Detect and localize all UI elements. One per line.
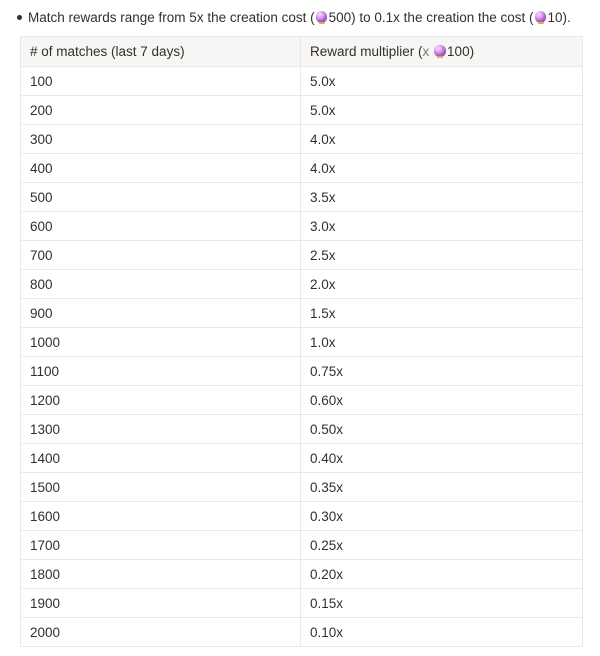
matches-cell[interactable]: 1500 <box>21 473 301 502</box>
crystal-ball-icon <box>316 11 328 24</box>
multiplier-cell[interactable]: 0.60x <box>301 386 583 415</box>
matches-cell[interactable]: 300 <box>21 125 301 154</box>
matches-cell[interactable]: 1200 <box>21 386 301 415</box>
matches-cell[interactable]: 1800 <box>21 560 301 589</box>
matches-cell[interactable]: 1700 <box>21 531 301 560</box>
multiplier-cell[interactable]: 2.5x <box>301 241 583 270</box>
table-row <box>21 560 583 589</box>
matches-cell[interactable]: 200 <box>21 96 301 125</box>
matches-cell[interactable]: 700 <box>21 241 301 270</box>
table-row <box>21 67 583 96</box>
table-row <box>21 96 583 125</box>
bullet-cost-2: 10 <box>547 10 563 25</box>
table-row <box>21 212 583 241</box>
matches-cell[interactable]: 400 <box>21 154 301 183</box>
table-row <box>21 473 583 502</box>
bullet-cost-1: 500 <box>328 10 352 25</box>
multiplier-cell[interactable]: 0.35x <box>301 473 583 502</box>
col-header-matches-label: # of matches (last 7 days) <box>30 44 185 59</box>
table-row <box>21 270 583 299</box>
table-row <box>21 618 583 647</box>
multiplier-cell[interactable]: 0.40x <box>301 444 583 473</box>
table-row <box>21 241 583 270</box>
multiplier-cell[interactable]: 0.10x <box>301 618 583 647</box>
table-row <box>21 125 583 154</box>
matches-cell[interactable]: 100 <box>21 67 301 96</box>
matches-cell[interactable]: 1300 <box>21 415 301 444</box>
table-row <box>21 589 583 618</box>
table-row <box>21 386 583 415</box>
multiplier-cell[interactable]: 3.0x <box>301 212 583 241</box>
matches-cell[interactable]: 1600 <box>21 502 301 531</box>
bullet-marker <box>10 7 28 20</box>
multiplier-cell[interactable]: 1.5x <box>301 299 583 328</box>
rewards-table <box>20 36 583 647</box>
multiplier-cell[interactable]: 0.75x <box>301 357 583 386</box>
table-row <box>21 444 583 473</box>
table-row <box>21 154 583 183</box>
multiplier-cell[interactable]: 0.15x <box>301 589 583 618</box>
matches-cell[interactable]: 2000 <box>21 618 301 647</box>
table-row <box>21 328 583 357</box>
multiplier-cell[interactable]: 0.30x <box>301 502 583 531</box>
matches-cell[interactable]: 1000 <box>21 328 301 357</box>
bullet-dot <box>17 15 22 20</box>
multiplier-cell[interactable]: 2.0x <box>301 270 583 299</box>
multiplier-cell[interactable]: 0.25x <box>301 531 583 560</box>
bullet-text-seg2: ) to 0.1x the creation the cost ( <box>351 10 534 25</box>
matches-cell[interactable]: 800 <box>21 270 301 299</box>
matches-cell[interactable]: 600 <box>21 212 301 241</box>
multiplier-cell[interactable]: 4.0x <box>301 125 583 154</box>
table-row <box>21 502 583 531</box>
multiplier-x-symbol: x <box>422 44 434 59</box>
multiplier-cell[interactable]: 5.0x <box>301 67 583 96</box>
table-header-row <box>21 37 583 67</box>
multiplier-cell[interactable]: 3.5x <box>301 183 583 212</box>
bullet-text-seg1: Match rewards range from 5x the creation cost ( <box>28 10 315 25</box>
table-row <box>21 415 583 444</box>
multiplier-cell[interactable]: 4.0x <box>301 154 583 183</box>
matches-cell[interactable]: 1400 <box>21 444 301 473</box>
multiplier-cell[interactable]: 0.20x <box>301 560 583 589</box>
table-row <box>21 531 583 560</box>
multiplier-cell[interactable]: 0.50x <box>301 415 583 444</box>
matches-cell[interactable]: 500 <box>21 183 301 212</box>
matches-cell[interactable]: 1100 <box>21 357 301 386</box>
multiplier-base-amount: 100 <box>447 44 470 59</box>
bullet-text <box>28 7 571 28</box>
col-header-multiplier-label: Reward multiplier ( <box>310 44 423 59</box>
multiplier-cell[interactable]: 1.0x <box>301 328 583 357</box>
table-row <box>21 299 583 328</box>
matches-cell[interactable]: 1900 <box>21 589 301 618</box>
multiplier-close-paren: ) <box>469 44 475 59</box>
crystal-ball-icon <box>535 11 547 24</box>
bullet-list-item[interactable] <box>10 7 594 28</box>
table-row <box>21 357 583 386</box>
bullet-text-seg3: ). <box>562 10 571 25</box>
col-header-multiplier[interactable] <box>301 37 583 67</box>
matches-cell[interactable]: 900 <box>21 299 301 328</box>
multiplier-cell[interactable]: 5.0x <box>301 96 583 125</box>
table-row <box>21 183 583 212</box>
crystal-ball-icon <box>434 45 446 58</box>
col-header-matches[interactable] <box>21 37 301 67</box>
